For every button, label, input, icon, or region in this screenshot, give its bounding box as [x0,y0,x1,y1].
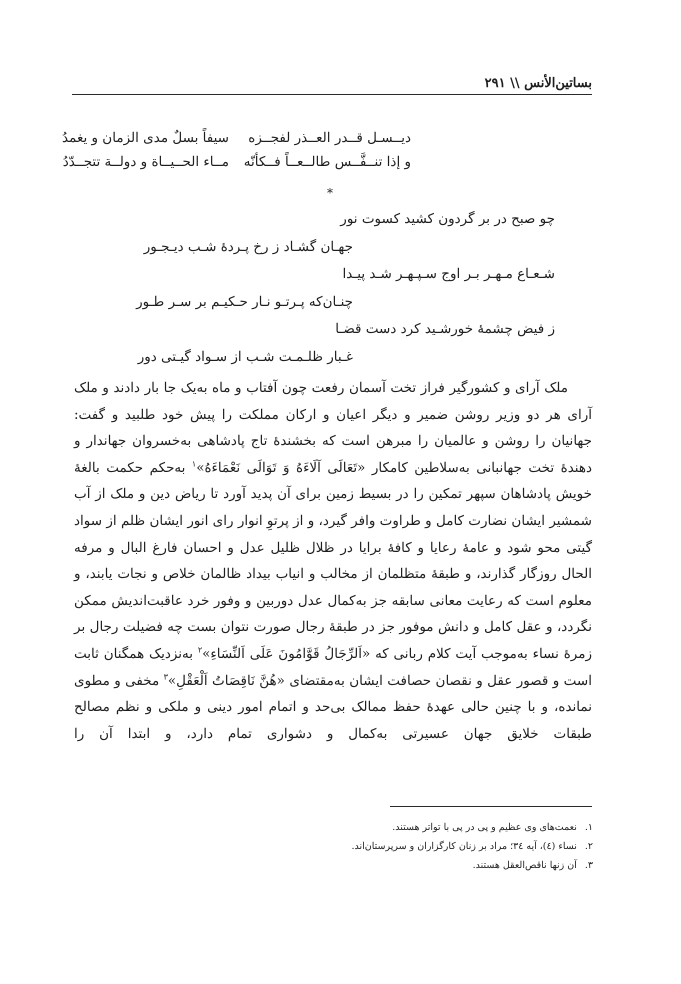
persian-verse-5: ز فیض چشمهٔ خورشـید کرد دست قضـا [335,321,555,337]
arabic-verse-1-left: سیفاً بسلٌ مدی الزمان و یغمدُ [62,130,229,146]
persian-verse-3: شـعـاع مـهـر بـر اوج سـپـهـر شـد پیـدا [342,266,555,282]
arabic-verse-2-right: و إذا تنــفَّــس طالــعــاً فــکأنّه [243,154,411,170]
persian-verse-6: غـبار ظلـمـت شـب از سـواد گیـتی دور [137,349,353,365]
footnote-3 [352,856,594,875]
header-title: بساتین‌الأنس \\ ۲۹۱ [484,76,592,91]
footnote-2 [352,837,594,856]
footnote-number: ۱. [584,822,593,833]
footnote-divider [390,806,592,807]
footnote-text: نعمت‌های وی عظیم و پی در پی با تواتر هستند. [392,822,577,833]
prose-part-2: به‌حکم حکمت بالغهٔ خویش پادشاهان سپهر تمکین را در بسیط زمین برای آن پدید آورد تا ریاض دین و ملک از آب شمشیر ایشان نضارت کامل و طراوت وافر گیرد، و از پرتوِ انوار رای انور ایشان ظلم از سواد گیتی محو شود و عامهٔ رعایا و کافهٔ برایا در ظلال ظلیل عدل و احسان فارغ البال و مرفه الحال روزگار گذارند، و طبقهٔ متظلمان از مخالب و انیاب بیداد ظالمان خلاص و نجات یابند، و معلوم است که رعایت معانی سابقه جز به‌کمال عدل دوربین و وفور خرد عاقبت‌اندیش ممکن نگردد، و عقل کامل و دانش موفور جز در طبقهٔ رجال صورت نتوان بست چه فضیلت رجال بر زمرهٔ نساء به‌موجب آیت کلام ربانی که «اَلرِّجَالُ قَوَّامُونَ عَلَی اَلنِّسَاءِ» [74,459,592,662]
arabic-verse-1-right: دیــسـل قــدر العــذر لفجــزه [248,130,411,146]
footnote-text: آن زنها ناقص‌العقل هستند. [472,860,577,871]
persian-verse-4: چنـان‌که پـرتـو نـار حـکیـم بر سـر طـور [136,294,353,310]
persian-verse-2: جهـان گشـاد ز رخ پـردهٔ شـب دیـجـور [143,239,353,255]
arabic-verse-2-left: مــاء الحــیــاة و دولــة تتجــدّدُ [62,154,229,170]
prose-part-3: به‌نزدیک همگنان ثابت است و قصور عقل و نقصان حصافت ایشان به‌مقتضای «هُنَّ نَاقِصَاتُ اَلْعَقْلِ» [74,645,592,689]
prose-body [74,375,592,747]
footnote-number: ۳. [584,860,593,871]
footnote-ref-1[interactable]: ۱ [191,459,197,469]
persian-verse-1: چو صبح در بر گردون کشید کسوت نور [340,211,555,227]
footnote-text: نساء (٤)، آیه ٣٤؛ مراد بر زنان کارگزاران و سرپرستان‌اند. [351,841,577,852]
footnote-ref-2[interactable]: ۲ [197,645,203,655]
footnote-1 [352,818,594,837]
prose-part-1: ملک آرای و کشورگیر فراز تخت آسمان رفعت چون آفتاب و ماه به‌یک جا بار دادند و ملک آرای هر دو وزیر روشن ضمیر و دیگر اعیان و ارکان مملکت را پیش خود طلبید و گفت: جهانیان را روشن و عالمیان را مبرهن است که بخشندهٔ تاج پادشاهی به‌خسروان جهاندار و دهندهٔ تخت جهانبانی به‌سلاطین کامکار «تَعَالَی آلَاءَهُ وَ تَوَالَی نَعْمَاءَهُ» [74,380,593,476]
paragraph [74,375,592,747]
running-header [72,68,592,95]
prose-part-4: مخفی و مطوی نمانده، و با چنین حالی عهدهٔ حفظ ممالک بی‌حد و اتمام امور دینی و ملکی و نظم مصالح طبقات خلایق جهان عسیرتی به‌کمال و دشواری تمام دارد، و ابتدا آن را [74,672,592,742]
footnotes [352,818,594,875]
verse-separator: * [327,186,333,200]
footnote-number: ۲. [584,841,593,852]
footnote-ref-3[interactable]: ۳ [163,672,168,682]
